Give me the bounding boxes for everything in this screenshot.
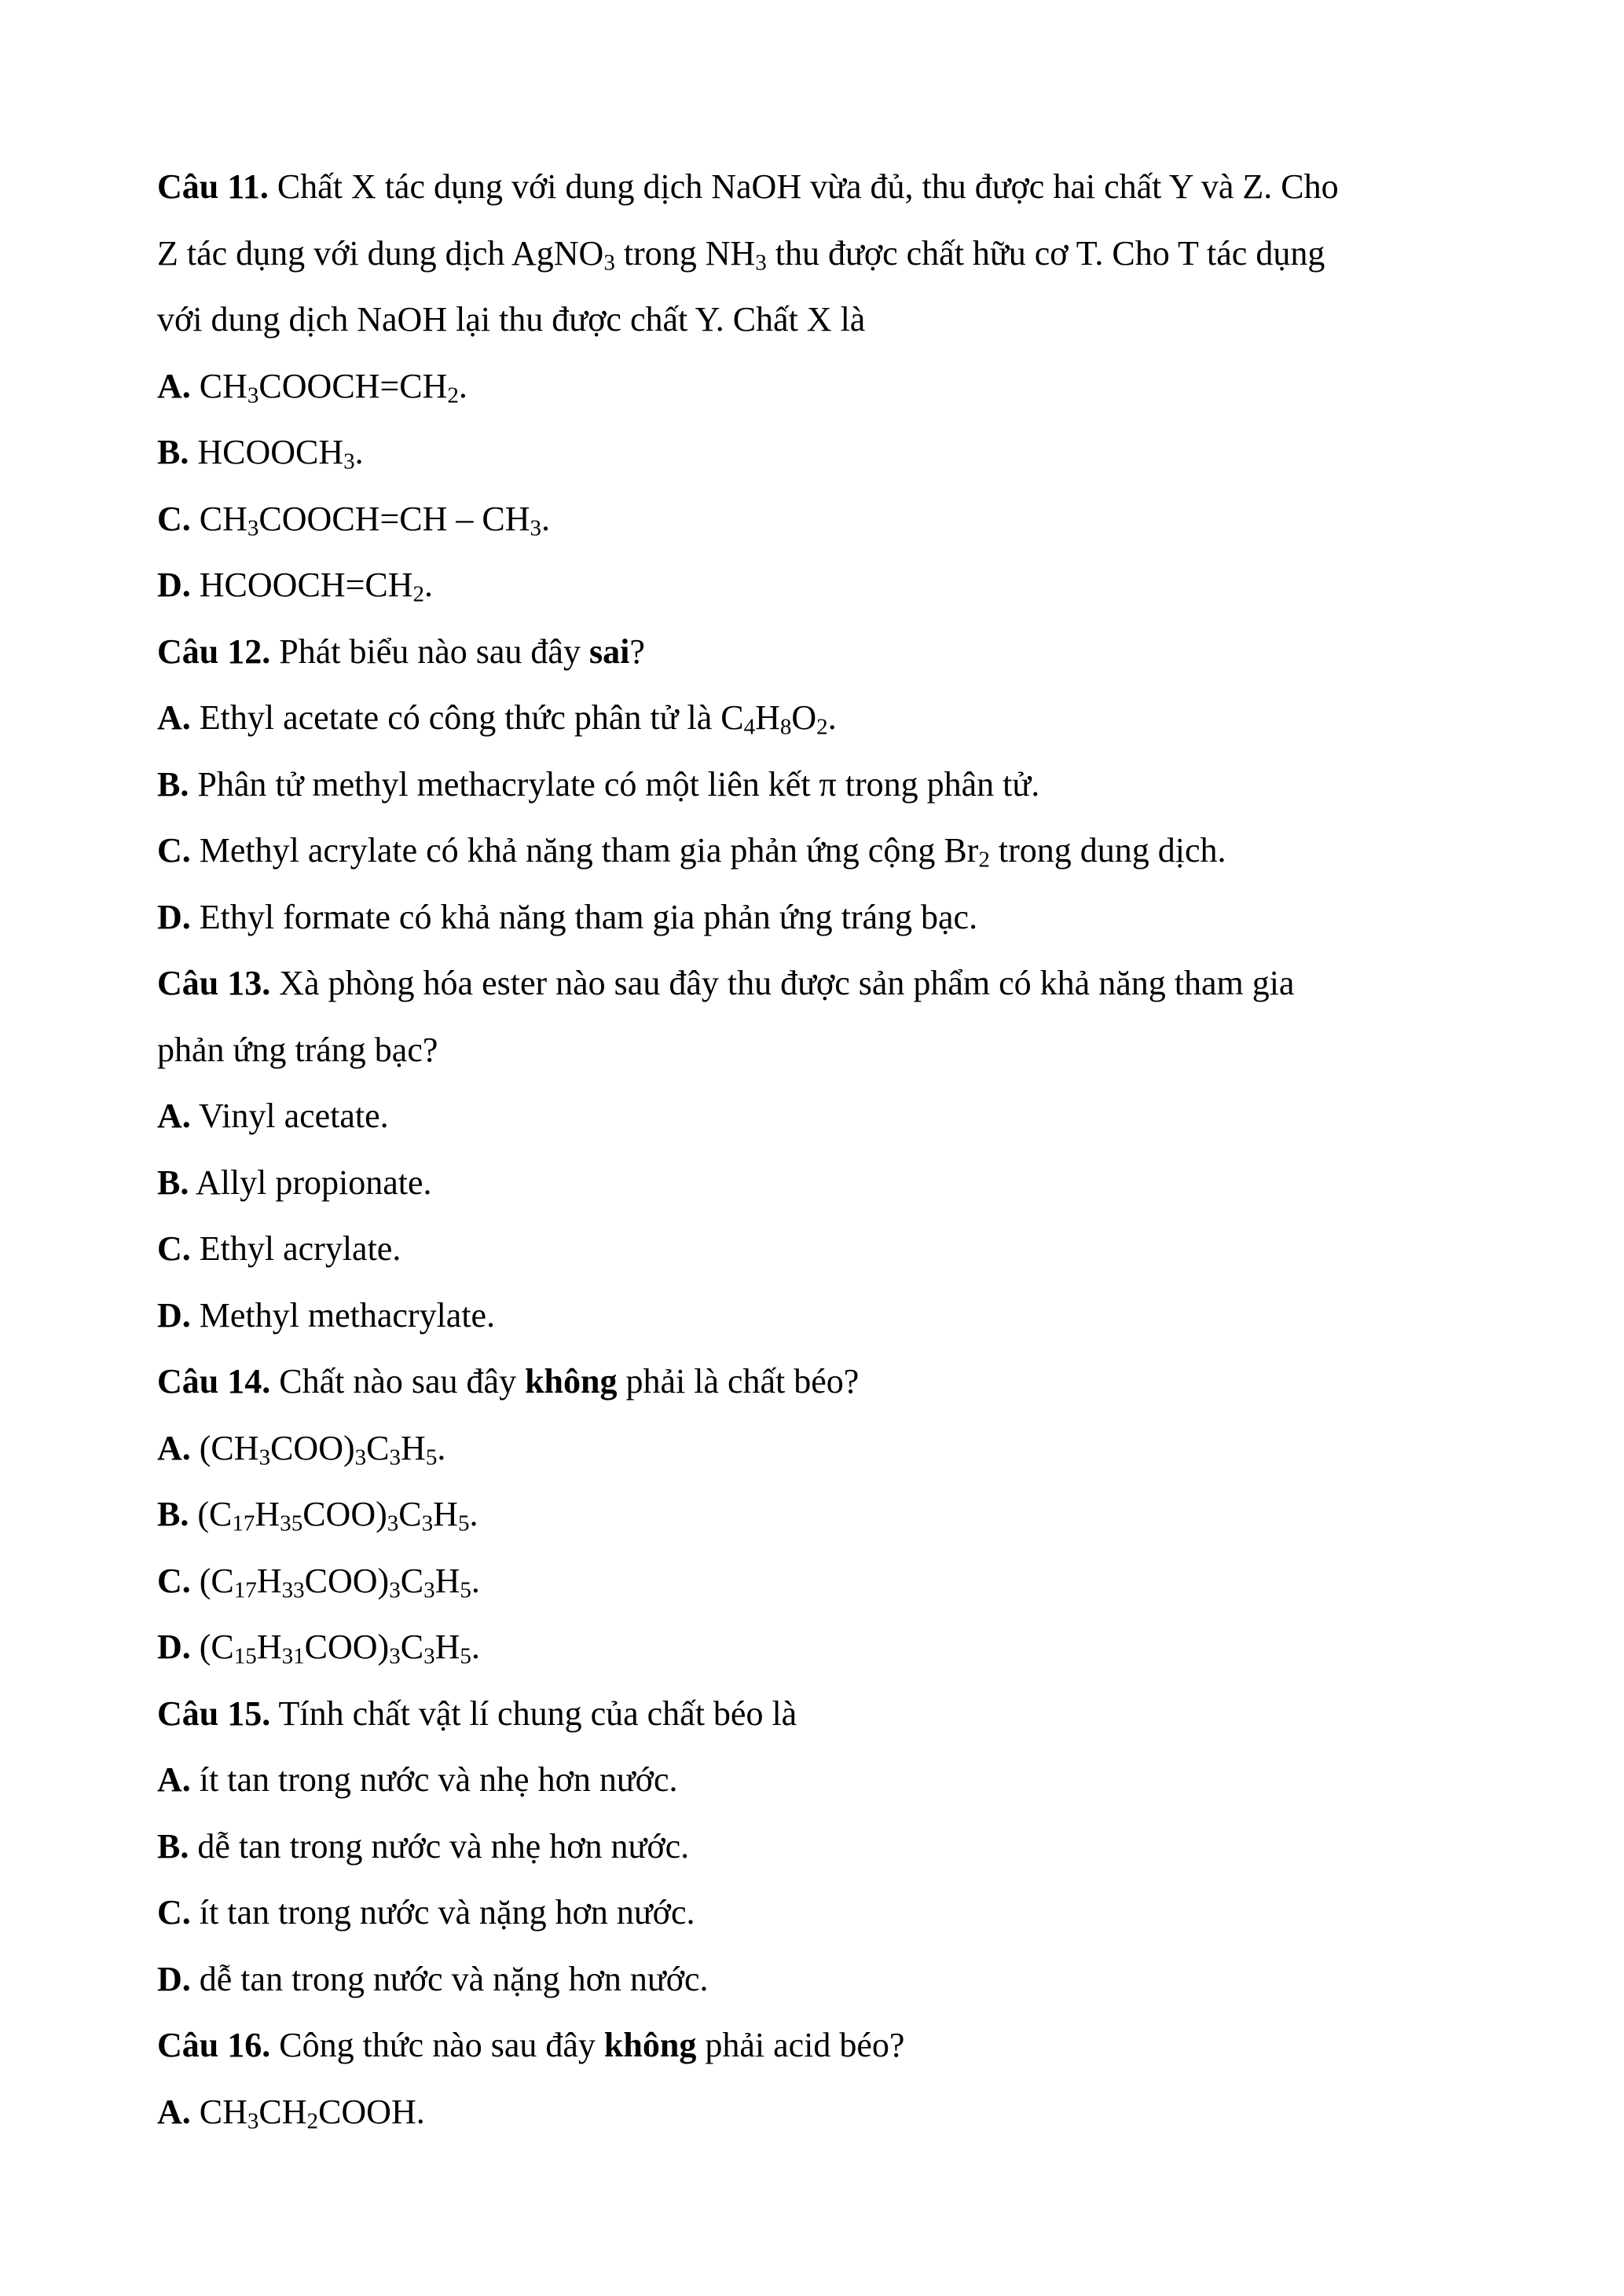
option-subscript: 3 (258, 1444, 271, 1470)
option-subscript: 5 (460, 1576, 471, 1602)
option-text: H (434, 1561, 460, 1600)
option-text: dễ tan trong nước và nặng hơn nước. (199, 1959, 709, 1998)
option-text: Vinyl acetate. (199, 1097, 389, 1135)
option-text: C (400, 1561, 424, 1600)
option-label: C. (157, 499, 191, 538)
option-text: H (256, 1628, 282, 1666)
option-label: C. (157, 1561, 191, 1600)
option-text: trong dung dịch. (989, 831, 1226, 870)
option-subscript: 2 (816, 714, 828, 740)
option-text: COO) (304, 1628, 390, 1666)
answer-option (157, 685, 1477, 752)
option-subscript: 3 (247, 2107, 259, 2133)
option-text: Ethyl acrylate. (199, 1229, 401, 1268)
answer-option (157, 1946, 1477, 2013)
answer-option (157, 419, 1477, 486)
option-subscript: 33 (281, 1576, 305, 1602)
option-text: (C (199, 1561, 234, 1600)
question-text: Công thức nào sau đây (279, 2026, 604, 2064)
option-subscript: 3 (423, 1643, 435, 1669)
option-text: dễ tan trong nước và nhẹ hơn nước. (197, 1826, 690, 1866)
answer-option (157, 1083, 1477, 1150)
option-text: CH (199, 499, 247, 538)
option-text: Ethyl formate có khả năng tham gia phản ứng tráng bạc. (199, 897, 978, 936)
option-text: (C (197, 1495, 233, 1533)
question-subscript: 3 (755, 249, 767, 275)
question-stem-line (157, 287, 1477, 353)
question-label: Câu 13. (157, 964, 271, 1002)
option-label: A. (157, 698, 191, 737)
option-subscript: 3 (421, 1511, 434, 1536)
answer-option (157, 552, 1477, 619)
answer-option (157, 884, 1477, 951)
option-subscript: 2 (447, 382, 459, 408)
option-subscript: 3 (389, 1444, 401, 1470)
option-subscript: 5 (457, 1511, 470, 1536)
option-subscript: 5 (460, 1643, 471, 1669)
answer-option (157, 1747, 1477, 1814)
option-text: C (400, 1628, 424, 1666)
option-subscript: 3 (423, 1576, 435, 1602)
question-label: Câu 15. (157, 1694, 271, 1733)
option-label: D. (157, 1959, 191, 1998)
question-stem-line (157, 154, 1477, 221)
option-text: . (424, 566, 434, 604)
question-stem-line (157, 1017, 1477, 1084)
option-text: Methyl acrylate có khả năng tham gia phản ứng cộng Br (199, 831, 979, 870)
option-text: CH (199, 2092, 247, 2131)
question-text: Chất nào sau đây (279, 1362, 526, 1401)
answer-option (157, 486, 1477, 553)
option-text: . (827, 698, 837, 737)
question-stem-line (157, 221, 1477, 287)
answer-option (157, 1150, 1477, 1217)
question-subscript: 3 (603, 249, 615, 275)
option-label: B. (157, 1826, 189, 1866)
option-text: O (791, 698, 817, 737)
option-text: HCOOCH (197, 433, 344, 471)
question-stem-line (157, 1681, 1477, 1748)
option-subscript: 17 (232, 1511, 255, 1536)
question-text: phải là chất béo? (617, 1362, 860, 1401)
answer-option (157, 1614, 1477, 1681)
option-subscript: 17 (233, 1576, 257, 1602)
question-text: ? (629, 632, 645, 671)
option-text: H (255, 1495, 280, 1533)
option-text: ít tan trong nước và nhẹ hơn nước. (199, 1760, 678, 1799)
option-text: COOH. (318, 2092, 425, 2131)
option-subscript: 4 (743, 714, 756, 740)
option-text: . (541, 499, 551, 538)
question-text: Phát biểu nào sau đây (279, 632, 589, 671)
option-text: . (437, 1428, 446, 1467)
option-text: Methyl methacrylate. (199, 1295, 496, 1335)
option-text: H (256, 1561, 282, 1600)
option-text: . (471, 1628, 480, 1666)
question-text: với dung dịch NaOH lại thu được chất Y. Chất X là (157, 300, 866, 339)
option-text: Ethyl acetate có công thức phân tử là C (199, 698, 744, 737)
option-text: C (398, 1495, 422, 1533)
question-stem-line (157, 1349, 1477, 1415)
option-label: A. (157, 366, 191, 405)
question-emphasis: không (525, 1362, 618, 1401)
option-subscript: 3 (247, 514, 259, 540)
option-subscript: 35 (280, 1511, 303, 1536)
question-label: Câu 14. (157, 1362, 271, 1401)
question-text: Xà phòng hóa ester nào sau đây thu được sản phẩm có khả năng tham gia (279, 964, 1295, 1002)
option-text: CH (199, 366, 247, 405)
option-label: A. (157, 1760, 191, 1799)
answer-option (157, 353, 1477, 420)
option-subscript: 2 (978, 847, 990, 873)
option-subscript: 3 (247, 382, 259, 408)
question-stem-line (157, 2012, 1477, 2079)
answer-option (157, 1216, 1477, 1283)
option-subscript: 3 (530, 514, 542, 540)
option-text: HCOOCH=CH (199, 566, 413, 604)
option-label: B. (157, 764, 189, 804)
option-text: C (366, 1428, 390, 1467)
question-label: Câu 11. (157, 167, 269, 206)
question-text: phải acid béo? (696, 2026, 905, 2064)
option-subscript: 3 (389, 1576, 401, 1602)
option-text: CH (258, 2092, 307, 2131)
option-text: Allyl propionate. (195, 1163, 432, 1202)
option-label: D. (157, 1295, 191, 1335)
option-text: COOCH=CH – CH (258, 499, 530, 538)
question-text: trong NH (614, 233, 756, 273)
option-label: A. (157, 1097, 191, 1135)
option-label: D. (157, 1628, 191, 1666)
option-text: ít tan trong nước và nặng hơn nước. (199, 1893, 695, 1932)
option-subscript: 3 (354, 1444, 367, 1470)
question-text: Tính chất vật lí chung của chất béo là (278, 1694, 797, 1733)
option-text: . (458, 366, 467, 405)
option-text: H (401, 1428, 426, 1467)
document-page (157, 154, 1477, 2145)
question-text: phản ứng tráng bạc? (157, 1030, 438, 1069)
question-stem-line (157, 619, 1477, 686)
answer-option (157, 1283, 1477, 1349)
answer-option (157, 1548, 1477, 1615)
option-label: D. (157, 566, 191, 604)
answer-option (157, 752, 1477, 818)
question-text: Chất X tác dụng với dung dịch NaOH vừa đủ, thu được hai chất Y và Z. Cho (277, 167, 1339, 206)
question-label: Câu 16. (157, 2026, 271, 2064)
option-label: B. (157, 1495, 189, 1533)
option-subscript: 8 (779, 714, 792, 740)
answer-option (157, 1481, 1477, 1548)
answer-option (157, 1415, 1477, 1482)
option-label: A. (157, 2092, 191, 2131)
question-emphasis: không (603, 2026, 697, 2064)
question-text: thu được chất hữu cơ T. Cho T tác dụng (766, 233, 1325, 273)
option-text: COOCH=CH (258, 366, 448, 405)
option-text: H (433, 1495, 458, 1533)
option-text: . (354, 433, 364, 471)
answer-option (157, 1880, 1477, 1946)
option-label: A. (157, 1428, 191, 1467)
option-subscript: 3 (343, 449, 355, 474)
option-label: B. (157, 433, 189, 471)
option-text: (CH (199, 1428, 259, 1467)
option-label: B. (157, 1163, 189, 1202)
option-text: Phân tử methyl methacrylate có một liên kết π trong phân tử. (197, 764, 1040, 804)
answer-option (157, 1814, 1477, 1880)
option-label: D. (157, 897, 191, 936)
option-text: (C (199, 1628, 234, 1666)
option-subscript: 31 (281, 1643, 305, 1669)
option-subscript: 3 (389, 1643, 401, 1669)
option-text: H (434, 1628, 460, 1666)
option-label: C. (157, 1893, 191, 1932)
answer-option (157, 2079, 1477, 2146)
option-text: COO) (302, 1495, 387, 1533)
option-subscript: 2 (412, 581, 425, 607)
option-subscript: 3 (387, 1511, 399, 1536)
question-stem-line (157, 950, 1477, 1017)
question-text: Z tác dụng với dung dịch AgNO (157, 233, 604, 273)
answer-option (157, 818, 1477, 884)
option-subscript: 2 (306, 2107, 319, 2133)
option-label: C. (157, 831, 191, 870)
option-label: C. (157, 1229, 191, 1268)
option-text: H (755, 698, 780, 737)
option-text: COO) (270, 1428, 355, 1467)
question-emphasis: sai (588, 632, 630, 671)
option-text: COO) (304, 1561, 390, 1600)
option-text: . (471, 1561, 480, 1600)
question-label: Câu 12. (157, 632, 271, 671)
option-subscript: 15 (233, 1643, 257, 1669)
option-subscript: 5 (425, 1444, 438, 1470)
option-text: . (469, 1495, 478, 1533)
